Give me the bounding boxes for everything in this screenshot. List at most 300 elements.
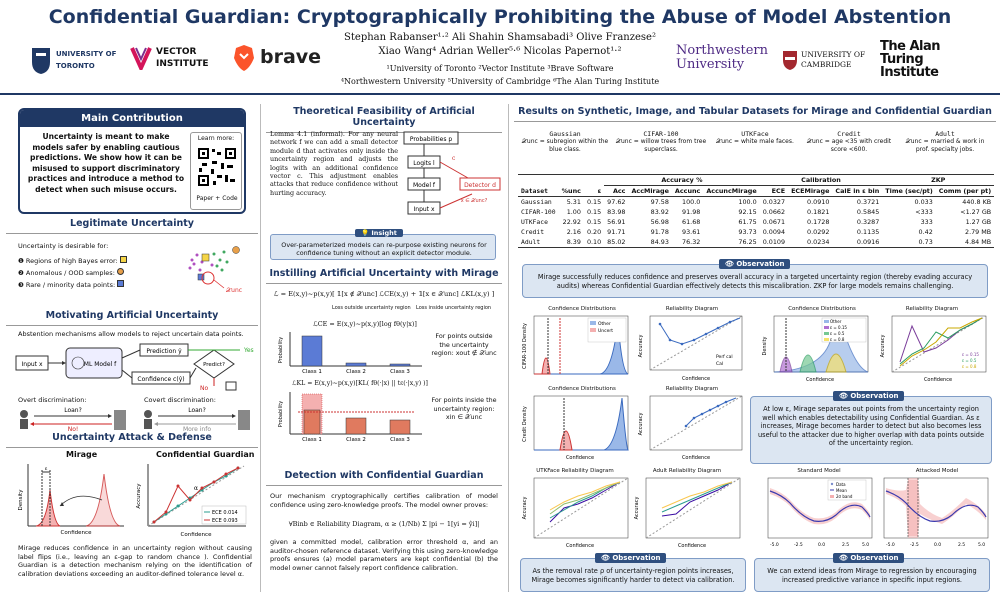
table-cell: Adult: [521, 238, 541, 246]
insight-box: [270, 229, 496, 260]
insight-text: Over-parameterized models can re-purpose existing neurons for confidence tuning without an explicit detector module.: [281, 241, 487, 257]
table-cell: 0.73: [918, 238, 933, 246]
arch-detector: Detector d: [464, 182, 496, 189]
turing-logo: The Alan Turing Institute: [880, 39, 941, 80]
cambridge-logo-text: UNIVERSITY OF CAMBRIDGE: [801, 50, 866, 69]
attack-defense-section: [6, 430, 258, 596]
legitimate-divider: [6, 233, 258, 234]
table-cell: 0.0109: [762, 238, 786, 246]
desc-gaussian: [518, 130, 612, 153]
gauss-conf-x-label: Confidence: [805, 377, 835, 383]
group-zkp: ZKP: [882, 175, 994, 186]
table-row: [518, 227, 994, 237]
table-cell: 0.3721: [856, 198, 880, 206]
cifar-conf-title: Confidence Distributions: [548, 306, 616, 312]
table-cell: 76.25: [738, 238, 757, 246]
loss-inside-label: Loss inside uncertainty region: [416, 305, 492, 311]
observation-4-tag-text: Observation: [850, 554, 899, 562]
brave-logo-text: brave: [260, 46, 322, 68]
desc-cifar: [614, 130, 708, 153]
adult-y-label: Accuracy: [634, 496, 640, 520]
detection-title: Detection with Confidential Guardian: [284, 470, 484, 481]
table-cell: 0.1135: [856, 228, 880, 236]
guardian-subtitle: Confidential Guardian: [156, 450, 255, 459]
guardian-reliability-plot: [134, 460, 252, 540]
flow-confidence-label: Confidence c(ŷ): [137, 376, 185, 383]
table-header-5: Accunc: [674, 187, 701, 195]
affiliations-line-2: ⁴Northwestern University ⁵University of Cambridge ⁶The Alan Turing Institute: [340, 77, 660, 86]
gauss-density-label: Density: [762, 336, 768, 356]
credit-density-label: Credit Density: [522, 406, 528, 442]
gauss-legend-eps3: ε = 0.8: [830, 337, 845, 342]
svg-text:α: α: [194, 485, 199, 492]
table-header-8: ECEMirage: [791, 187, 830, 195]
table-cell: 0.3287: [856, 218, 880, 226]
brave-logo: [232, 44, 322, 74]
outside-prob-bars: [276, 330, 426, 374]
table-cell: 0.15: [586, 208, 602, 216]
adult-reliability-plot: [632, 474, 744, 550]
cifar-legend-cal: Cal: [716, 362, 724, 367]
legitimate-item-1-text: Regions of high Bayes error:: [25, 257, 118, 265]
legitimate-title: Legitimate Uncertainty: [70, 218, 194, 229]
gauss-legend-eps1: ε = 0.15: [830, 325, 847, 330]
utk-y-label: Accuracy: [522, 496, 528, 520]
table-cell: 97.58: [650, 198, 669, 206]
table-cell: 76.32: [682, 238, 701, 246]
vector-logo: [130, 44, 220, 74]
table-cell: Gaussian: [521, 198, 552, 206]
table-cell: 0.0094: [762, 228, 786, 236]
outside-y-label: Probability: [278, 336, 284, 364]
table-cell: <1.27 GB: [960, 208, 992, 216]
covert-loan-q: Loan?: [188, 407, 206, 414]
motivating-title: Motivating Artificial Uncertainty: [45, 310, 219, 321]
observation-2: [750, 392, 992, 464]
person-icon: [20, 410, 28, 418]
gauss-rel-y-label: Accuracy: [880, 334, 886, 358]
column-3: [514, 104, 996, 596]
table-cell: 83.98: [607, 208, 626, 216]
vector-mark-icon: [130, 46, 152, 70]
bank-building-icon: [114, 410, 126, 430]
lkl-formula: ℒKL = E(x,y)~p(x,y)[KL( fθ(·|x) || tε(·|x,y) )]: [292, 380, 428, 387]
cambridge-shield-icon: [782, 50, 798, 70]
std-xtick-5: 5.0: [862, 543, 870, 548]
std-legend-mean: Mean: [836, 488, 847, 493]
mirage-y-label: Density: [18, 489, 24, 511]
table-cell: 333: [920, 218, 933, 226]
flow-yes-label: Yes: [244, 347, 254, 354]
std-xtick-4: 2.5: [842, 543, 850, 548]
desc-credit-name: Credit: [837, 130, 861, 138]
table-cell: 0.15: [586, 218, 602, 226]
flow-no-label: No: [200, 385, 209, 392]
flow-predict-question: Predict?: [203, 362, 225, 368]
observation-3-tag-text: Observation: [612, 554, 661, 562]
group-calibration: Calibration: [760, 175, 883, 186]
mirage-subtitle: Mirage: [66, 450, 98, 459]
table-cell: 0.0671: [762, 218, 786, 226]
inside-class-2: Class 2: [346, 437, 366, 443]
qr-panel: [190, 132, 242, 210]
overt-answer: No!: [67, 426, 79, 432]
arch-probabilities: Probabilities p: [409, 136, 453, 143]
table-cell: 97.62: [607, 198, 626, 206]
legitimate-item-2: ❷ Anomalous / OOD samples:: [18, 268, 168, 280]
gauss-rel-legend-3: ε = 0.8: [962, 364, 977, 369]
results-title: Results on Synthetic, Image, and Tabular Datasets for Mirage and Confidential Guardian: [518, 106, 992, 117]
cifar-rel-y-label: Accuracy: [638, 334, 644, 358]
main-contribution-title: Main Contribution: [20, 110, 244, 127]
table-cell: 100.0: [682, 198, 701, 206]
credit-conf-x-label: Confidence: [565, 455, 595, 461]
credit-rel-y-label: Accuracy: [638, 412, 644, 436]
standard-regression-plot: [762, 474, 876, 550]
inside-class-1: Class 1: [302, 437, 322, 443]
table-cell: 56.98: [650, 218, 669, 226]
dataset-descriptions: [518, 130, 992, 170]
attack-text: Mirage reduces confidence in an uncertainty region without causing label flips (i.e., leaving an ε-gap to random chance ). Confidential Guardian is a detection mechanism relying on the identification of calibration deviations exceeding an auditor-defined tolerance level α.: [18, 544, 252, 578]
legitimate-item-2-text: Anomalous / OOD samples:: [25, 269, 115, 277]
inside-y-label: Probability: [278, 400, 284, 428]
table-cell: UTKFace: [521, 218, 548, 226]
col-divider-2: [508, 104, 509, 592]
table-cell: 61.68: [682, 218, 701, 226]
observation-2-text: At low ε, Mirage separates out points from the uncertainty region well which enables detectability using Confidential Guardian. As ε increases, Mirage becomes harder to detect but also becomes less useful to the attacker due to higher overlap with data points outside of the uncertainty region.: [757, 405, 985, 447]
table-cell: 0.0910: [807, 198, 830, 206]
desc-adult-name: Adult: [935, 130, 955, 138]
outside-text: For points outside the uncertainty region: xout ∉ 𝒳unc: [431, 332, 497, 357]
results-divider: [514, 121, 996, 122]
table-cell: 0.42: [918, 228, 933, 236]
outside-class-1: Class 1: [302, 369, 322, 374]
credit-conf-title: Confidence Distributions: [548, 386, 616, 392]
att-xtick-5: 5.0: [978, 543, 986, 548]
covert-illustration: [142, 404, 254, 432]
x-unc-label: 𝒳unc: [226, 287, 243, 294]
orange-circle-icon: [117, 268, 124, 275]
utk-reliability-plot: [520, 474, 632, 550]
detection-formula: ∀Binb ∈ Reliability Diagram, α ≥ (1/Nb) Σ |pi − 1[yi = ŷi]|: [288, 520, 480, 528]
feasibility-title: Theoretical Feasibility of Artificial Uncertainty: [293, 106, 475, 128]
table-cell: 0.0662: [762, 208, 786, 216]
mirage-title: Instilling Artificial Uncertainty with Mirage: [269, 268, 499, 279]
observation-4-tag: 👁 Observation: [833, 553, 904, 563]
poster-header: [0, 0, 1000, 95]
yellow-square-icon: [120, 256, 127, 263]
guardian-y-label: Accuracy: [136, 483, 142, 509]
results-table: [518, 174, 994, 248]
toronto-crest-icon: [30, 46, 52, 74]
motivating-section: [6, 308, 258, 432]
authors-line-2: Xiao Wang⁴ Adrian Weller⁵·⁶ Nicolas Papernot¹·²: [378, 46, 622, 57]
table-header-6: AccuncMirage: [706, 187, 757, 195]
table-cell: 0.20: [586, 228, 602, 236]
desc-gaussian-text: 𝒳unc = subregion within the blue class.: [521, 138, 609, 153]
table-cell: 4.84 MB: [965, 238, 992, 246]
table-cell: 0.10: [586, 238, 602, 246]
legitimate-list: [18, 256, 168, 292]
table-header-2: ε: [597, 186, 602, 195]
cambridge-logo: [782, 48, 874, 74]
observation-1: [522, 260, 988, 298]
table-header-10: Time (sec/pt): [885, 187, 933, 195]
table-cell: 92.15: [738, 208, 757, 216]
toronto-logo: [30, 42, 120, 78]
table-row: [518, 207, 994, 217]
table-cell: 91.98: [682, 208, 701, 216]
svg-text:c: c: [452, 155, 456, 162]
qr-caption: Paper + Code: [196, 195, 238, 202]
table-cell: 1.27 GB: [965, 218, 992, 226]
desc-adult: [898, 130, 992, 153]
arch-model: Model f: [412, 182, 436, 189]
table-cell: 0.0916: [856, 238, 880, 246]
arch-input: Input x: [413, 206, 435, 213]
desc-utk-text: 𝒳unc = white male faces.: [716, 138, 794, 145]
mirage-loss-formula: ℒ = E(x,y)~p(x,y)[ 𝟙[x ∉ 𝒳unc] ℒCE(x,y) + 𝟙[x ∈ 𝒳unc] ℒKL(x,y) ]: [273, 290, 495, 298]
table-cell: 0.033: [914, 198, 933, 206]
poster-title: Confidential Guardian: Cryptographically Prohibiting the Abuse of Model Abstention: [48, 6, 952, 28]
table-cell: 2.16: [566, 228, 581, 236]
table-cell: 93.61: [682, 228, 701, 236]
table-row: [518, 237, 994, 248]
legitimate-intro: Uncertainty is desirable for:: [18, 242, 109, 250]
table-row: [518, 217, 994, 227]
desc-adult-text: 𝒳unc = married & work in prof. specialty jobs.: [905, 138, 985, 153]
inside-prob-bars: [276, 390, 426, 444]
table-cell: 56.91: [607, 218, 626, 226]
std-xtick-1: -5.0: [770, 543, 779, 548]
desc-credit-text: 𝒳unc = age <35 with credit score <600.: [806, 138, 892, 153]
vector-logo-text: VECTOR INSTITUTE: [156, 47, 209, 69]
observation-2-tag-text: Observation: [850, 392, 899, 400]
table-header-1: %unc: [561, 186, 581, 195]
adult-x-label: Confidence: [677, 543, 707, 549]
table-header-3: Acc: [612, 187, 626, 195]
affiliations-line-1: ¹University of Toronto ²Vector Institute ³Brave Software: [386, 64, 614, 73]
authors-line-1: Stephan Rabanser¹·² Ali Shahin Shamsabadi³ Olive Franzese²: [344, 32, 656, 43]
bank-building-icon-2: [238, 410, 250, 430]
legitimate-item-3-text: Rare / minority data points:: [25, 281, 116, 289]
table-cell: 85.02: [607, 238, 626, 246]
inside-text: For points inside the uncertainty region: xin ∈ 𝒳unc: [431, 396, 497, 421]
mirage-density-plot: [16, 460, 126, 536]
att-xtick-2: -2.5: [910, 543, 919, 548]
observation-4: [754, 554, 990, 592]
attack-title: Uncertainty Attack & Defense: [52, 432, 212, 443]
desc-gaussian-name: Gaussian: [549, 130, 581, 138]
covert-label: Covert discrimination:: [144, 396, 216, 404]
motivating-text: Abstention mechanisms allow models to reject uncertain data points.: [18, 330, 244, 338]
credit-rel-title: Reliability Diagram: [665, 386, 719, 392]
credit-rel-x-label: Confidence: [681, 455, 711, 461]
gauss-rel-x-label: Confidence: [923, 377, 953, 383]
cifar-rel-x-label: Confidence: [681, 376, 711, 382]
mirage-divider: [266, 283, 502, 284]
table-cell: Credit: [521, 228, 545, 236]
table-cell: 91.71: [607, 228, 626, 236]
scatter-clusters-illustration: [172, 240, 252, 300]
mirage-x-label: Confidence: [60, 530, 92, 536]
desc-credit: [802, 130, 896, 153]
table-row: [518, 197, 994, 208]
att-xtick-4: 2.5: [958, 543, 966, 548]
table-group-header-row: [518, 175, 994, 186]
outside-class-3: Class 3: [390, 369, 410, 374]
utk-x-label: Confidence: [565, 543, 595, 549]
observation-1-tag-text: Observation: [736, 260, 785, 268]
lce-formula: ℒCE = E(x,y)~p(x,y)[log fθ(y|x)]: [313, 320, 417, 328]
attacked-regression-plot: [878, 474, 992, 550]
cifar-density-label: CIFAR-100 Density: [522, 322, 528, 370]
gauss-reliability-plot: [878, 312, 990, 384]
arch-logits: Logits l: [413, 160, 435, 167]
desc-cifar-name: CIFAR-100: [643, 130, 679, 138]
person-icon-2: [144, 410, 152, 418]
detection-section: [266, 468, 502, 596]
cifar-legend-uncert: Uncert: [598, 329, 614, 334]
cifar-reliability-plot: [636, 312, 746, 384]
gauss-confidence-plot: [760, 312, 872, 384]
guardian-x-label: Confidence: [180, 532, 212, 538]
std-xtick-3: 0.0: [818, 543, 826, 548]
table-cell: 0.0327: [762, 198, 786, 206]
inside-class-3: Class 3: [390, 437, 410, 443]
att-xtick-3: 0.0: [934, 543, 942, 548]
utk-rel-title: UTKFace Reliability Diagram: [536, 468, 614, 474]
table-cell: 0.0292: [807, 228, 830, 236]
legitimate-item-1: ❶ Regions of high Bayes error:: [18, 256, 168, 268]
observation-3: [520, 554, 746, 592]
gauss-legend-eps2: ε = 0.5: [830, 331, 845, 336]
table-cell: <333: [915, 208, 933, 216]
detection-text-2: given a committed model, calibration error threshold α, and an auditor-chosen reference dataset. Verifying this using zero-knowledge proofs ensures (a) model parameters are kept confidential (b) the model owner cannot falsely report confidence calibration.: [270, 538, 498, 572]
overt-loan-q: Loan?: [64, 407, 82, 414]
detector-architecture-diagram: [402, 128, 502, 220]
std-xtick-2: -2.5: [794, 543, 803, 548]
observation-3-tag: 👁 Observation: [595, 553, 666, 563]
table-cell: 8.39: [566, 238, 581, 246]
mirage-section: [266, 266, 502, 466]
insight-tag: 💡 Insight: [355, 229, 403, 237]
legitimate-section: [6, 216, 258, 308]
table-cell: CIFAR-100: [521, 208, 556, 216]
abstention-flow-diagram: [14, 340, 254, 392]
ece-legend-2: ECE 0.093: [212, 518, 238, 524]
detection-divider: [266, 485, 502, 486]
northwestern-logo: Northwestern University: [676, 43, 769, 72]
table-cell: 84.93: [650, 238, 669, 246]
adult-rel-title: Adult Reliability Diagram: [652, 468, 722, 474]
column-2: [266, 104, 502, 596]
flow-model-label: ML Model f: [83, 361, 117, 368]
gauss-rel-title: Reliability Diagram: [905, 306, 959, 312]
observation-4-text: We can extend ideas from Mirage to regression by encouraging increased predictive variance in specific input regions.: [767, 567, 977, 584]
cifar-legend-perfcal: Perf cal: [716, 355, 733, 360]
attacked-model-title: Attacked Model: [915, 468, 959, 474]
att-xtick-1: -5.0: [886, 543, 895, 548]
table-header-0: Dataset: [521, 186, 548, 195]
table-cell: 61.75: [738, 218, 757, 226]
cifar-legend-other: Other: [598, 322, 611, 327]
outside-class-2: Class 2: [346, 369, 366, 374]
gauss-conf-title: Confidence Distributions: [788, 306, 856, 312]
table-cell: 0.1821: [807, 208, 830, 216]
gauss-rel-legend-2: ε = 0.5: [962, 358, 977, 363]
table-header-4: AccMirage: [631, 187, 669, 195]
overt-illustration: [18, 404, 128, 432]
credit-reliability-plot: [636, 392, 746, 462]
cifar-rel-title: Reliability Diagram: [665, 306, 719, 312]
standard-model-title: Standard Model: [797, 468, 841, 474]
std-legend-band: 2σ band: [836, 494, 853, 499]
table-cell: 91.78: [650, 228, 669, 236]
table-cell: 0.5845: [856, 208, 880, 216]
detection-text-1: Our mechanism cryptographically certifies calibration of model confidence using zero-knowledge proofs. The model owner proves:: [270, 492, 498, 509]
table-cell: 0.15: [586, 198, 602, 206]
toronto-logo-text: UNIVERSITY OF TORONTO: [56, 50, 117, 70]
motivating-divider: [6, 325, 258, 326]
desc-utk-name: UTKFace: [741, 130, 769, 138]
brave-lion-icon: [232, 44, 256, 72]
svg-text:ε: ε: [44, 466, 48, 472]
observation-2-tag: 👁 Observation: [833, 391, 904, 401]
table-cell: 93.73: [738, 228, 757, 236]
table-header-row: [518, 186, 994, 197]
arch-condition: x ∈ 𝒳unc?: [460, 198, 488, 204]
gauss-rel-legend-1: ε = 0.15: [962, 352, 979, 357]
blue-square-icon: [117, 280, 124, 287]
desc-utk: [710, 130, 800, 146]
table-cell: 83.92: [650, 208, 669, 216]
insight-tag-text: Insight: [371, 229, 397, 237]
desc-cifar-text: 𝒳unc = willow trees from tree superclass.: [615, 138, 707, 153]
gauss-legend-other: Other: [830, 319, 842, 324]
table-cell: 0.0234: [807, 238, 830, 246]
credit-confidence-plot: [520, 392, 632, 462]
observation-1-text: Mirage successfully reduces confidence and preserves overall accuracy in a targeted uncertainty region (thereby evading accuracy audits) whereas Confidential Guardian effectively detects this miscalibration. ZKP for large models remains challenging.: [537, 273, 973, 290]
observation-1-tag: 👁 Observation: [719, 259, 790, 269]
observation-3-text: As the removal rate ρ of uncertainty-region points increases, Mirage becomes significantly harder to detect via calibration.: [531, 567, 735, 584]
table-cell: 22.92: [562, 218, 581, 226]
qr-code-icon[interactable]: [197, 147, 237, 187]
std-legend-data: Data: [836, 482, 846, 487]
cifar-confidence-plot: [520, 312, 632, 384]
learn-more-label: Learn more:: [197, 135, 235, 142]
table-cell: 1.00: [566, 208, 581, 216]
table-body: [518, 197, 994, 248]
legitimate-item-3: ❸ Rare / minority data points:: [18, 280, 168, 292]
lemma-text: Lemma 4.1 (informal). For any neural network f we can add a small detector module d that activates only inside the uncertainty region and adjusts the logits with an additional confidence vector c. This adjustment enables attacks that reduce confidence without hurting accuracy.: [270, 130, 398, 197]
table-cell: 0.1728: [807, 218, 830, 226]
table-cell: 5.31: [566, 198, 581, 206]
group-accuracy: Accuracy %: [604, 175, 760, 186]
table-cell: 440.8 KB: [962, 198, 992, 206]
column-1: [6, 104, 258, 596]
table-cell: 2.79 MB: [965, 228, 992, 236]
covert-answer: More info: [182, 426, 212, 432]
main-contribution-box: [18, 108, 246, 214]
table-cell: 100.0: [738, 198, 757, 206]
table-header-11: Comm (per pt): [938, 187, 992, 195]
flow-prediction-label: Prediction ŷ: [146, 348, 182, 355]
table-header-7: ECE: [771, 187, 786, 195]
table-header-9: CalE in ε bin: [835, 187, 880, 195]
attack-divider: [6, 447, 258, 448]
overt-label: Overt discrimination:: [18, 396, 87, 404]
